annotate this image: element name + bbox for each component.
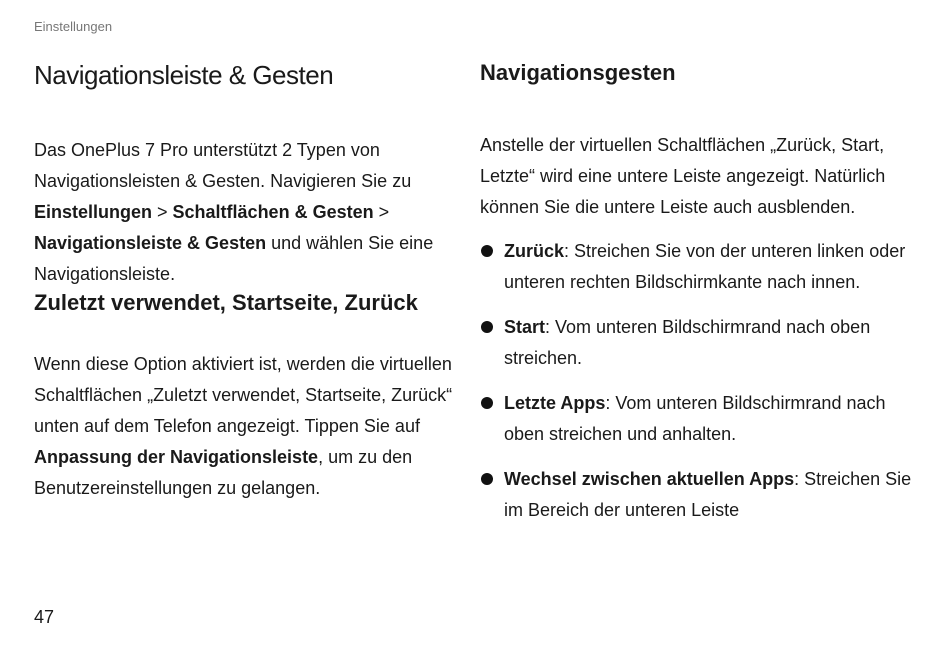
settings-path-1: Einstellungen (34, 202, 153, 223)
list-item (480, 312, 920, 374)
settings-path-3: Navigationsleiste & Gesten (34, 233, 267, 254)
bullet-icon (481, 397, 493, 409)
gesture-description: : Vom unteren Bildschirmrand nach oben streichen und anhalten. (504, 393, 886, 445)
list-item (480, 236, 920, 298)
gestures-intro: Anstelle der virtuellen Schaltflächen „Zurück, Start, Letzte“ wird eine untere Leiste angezeigt. Natürlich können Sie die untere Leiste auch ausblenden. (480, 135, 886, 218)
buttons-paragraph (34, 349, 454, 504)
list-item (480, 464, 920, 526)
section-header: Einstellungen (34, 19, 113, 34)
gesture-list (480, 236, 920, 526)
gesture-description: : Streichen Sie von der unteren linken oder unteren rechten Bildschirmkante nach innen. (504, 241, 906, 293)
list-item (480, 388, 920, 450)
gesture-term: Letzte Apps (504, 393, 606, 414)
bullet-icon (481, 245, 493, 257)
page-title: Navigationsleiste & Gesten (34, 60, 334, 90)
gesture-description: : Streichen Sie im Bereich der unteren Leiste (504, 469, 912, 521)
section-title-buttons: Zuletzt verwendet, Startseite, Zurück (34, 290, 418, 316)
gesture-term: Zurück (504, 241, 565, 262)
left-column (34, 60, 454, 504)
intro-paragraph (34, 135, 454, 290)
path-separator: > (152, 202, 173, 223)
section-title-gestures: Navigationsgesten (480, 60, 676, 85)
intro-text-1: Das OnePlus 7 Pro unterstützt 2 Typen von Navigationsleisten & Gesten. Navigieren Sie zu (34, 140, 412, 192)
intro-text-2: und wählen Sie eine Navigationsleiste. (34, 233, 434, 285)
path-separator: > (373, 202, 390, 223)
body-text-2: , um zu den Benutzereinstellungen zu gelangen. (34, 446, 413, 498)
body-text-1: Wenn diese Option aktiviert ist, werden die virtuellen Schaltflächen „Zuletzt verwendet, Startseite, Zurück“ unten auf dem Telefon angezeigt. Tippen Sie auf (34, 353, 453, 436)
bullet-icon (481, 321, 493, 333)
settings-path-2: Schaltflächen & Gesten (172, 202, 374, 223)
gesture-term: Wechsel zwischen aktuellen Apps (504, 469, 795, 490)
gesture-term: Start (504, 317, 546, 338)
customize-navbar-term: Anpassung der Navigationsleiste (34, 446, 319, 467)
bullet-icon (481, 473, 493, 485)
right-column (480, 60, 920, 540)
page-number: 47 (34, 607, 55, 627)
gesture-description: : Vom unteren Bildschirmrand nach oben streichen. (504, 317, 871, 369)
